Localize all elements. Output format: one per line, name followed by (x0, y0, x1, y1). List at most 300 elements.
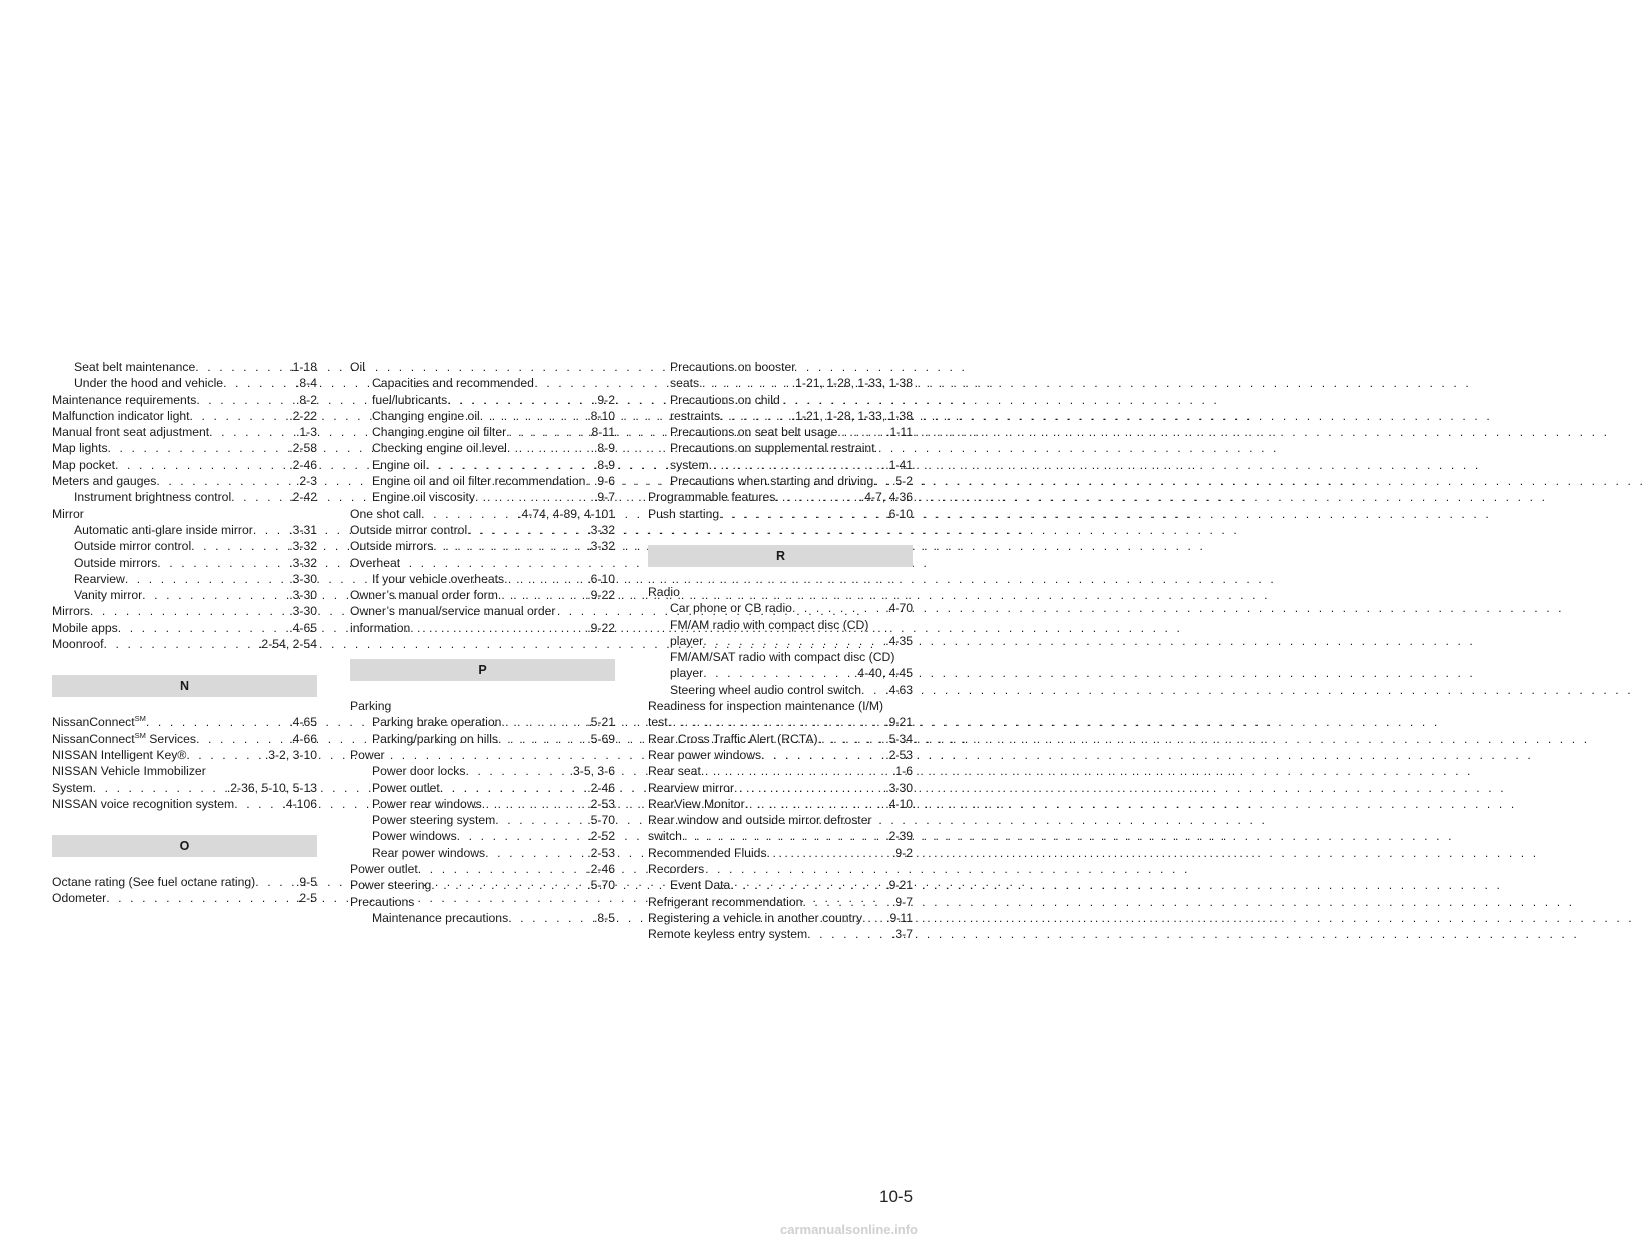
page-reference: .4-65 (289, 715, 317, 730)
page-reference: .3-32 (289, 555, 317, 570)
superscript-mark: SM (134, 730, 146, 740)
dot-leader (703, 633, 885, 649)
entry-text (52, 874, 255, 890)
entry-text (372, 571, 504, 587)
entry-text (670, 457, 709, 473)
index-entry (648, 714, 913, 730)
index-entry (648, 665, 913, 681)
entry-label: Mobile apps (52, 620, 118, 635)
dot-leader (93, 780, 227, 796)
dot-leader (719, 506, 885, 522)
page-reference: .8-2 (295, 392, 317, 407)
entry-label: system (670, 457, 709, 472)
index-heading: NISSAN Vehicle Immobilizer (52, 764, 206, 779)
entry-label: Power windows (372, 829, 457, 844)
entry-label: Automatic anti-glare inside mirror (74, 522, 253, 537)
dot-leader (501, 714, 587, 730)
page-reference: .1-21, 1-28, 1-33, 1-38 (791, 376, 913, 391)
page-reference: .5-34 (885, 731, 913, 746)
index-entry (350, 506, 615, 522)
entry-text (648, 910, 862, 926)
index-entry (648, 457, 913, 473)
entry-text (52, 473, 156, 489)
dot-leader (465, 763, 569, 779)
entry-label: NissanConnect (52, 715, 135, 730)
index-entry (350, 780, 615, 796)
entry-text (648, 796, 745, 812)
dot-leader (873, 473, 892, 489)
dot-leader (426, 457, 594, 473)
index-heading: Capacities and recommended (372, 376, 534, 391)
entry-label: Rearview (74, 571, 125, 586)
index-entry (350, 828, 615, 844)
entry-label: Vanity mirror (74, 588, 143, 603)
entry-text (52, 731, 196, 747)
page-reference: .8-4 (295, 376, 317, 391)
dot-leader (108, 440, 290, 456)
entry-label: Maintenance requirements (52, 392, 197, 407)
page-reference: .5-69 (587, 731, 615, 746)
dot-leader (792, 600, 885, 616)
dot-leader (504, 571, 587, 587)
entry-text (372, 424, 506, 440)
entry-label: Under the hood and vehicle (74, 376, 224, 391)
entry-text (74, 571, 125, 587)
entry-text (52, 636, 104, 652)
page-reference: .3-30 (885, 780, 913, 795)
entry-label: Mirrors (52, 604, 90, 619)
dot-leader (482, 796, 587, 812)
index-entry (350, 457, 615, 473)
entry-text (52, 392, 196, 408)
page-reference: .9-21 (885, 878, 913, 893)
index-entry (648, 845, 913, 861)
entry-text (372, 812, 495, 828)
page-number: 10-5 (879, 1187, 914, 1206)
index-entry (52, 392, 317, 408)
index-heading: Rear window and outside mirror defroster (648, 813, 872, 828)
entry-label: Outside mirrors (74, 555, 158, 570)
dot-leader (485, 845, 587, 861)
entry-text (52, 603, 90, 619)
entry-text (74, 587, 142, 603)
entry-label: fuel/lubricants (372, 392, 448, 407)
page-reference: .4-74, 4-89, 4-101 (518, 506, 615, 521)
dot-leader (818, 731, 886, 747)
index-entry (350, 910, 615, 926)
dot-leader (507, 440, 594, 456)
entry-text (74, 522, 253, 538)
entry-text (350, 861, 418, 877)
page-reference: .6-10 (885, 506, 913, 521)
entry-label: Parking/parking on hills (372, 731, 499, 746)
dot-leader (703, 665, 854, 681)
index-column-1 (52, 359, 317, 907)
dot-leader (447, 392, 594, 408)
page-reference: .4-63 (885, 682, 913, 697)
page-reference: .2-3 (295, 474, 317, 489)
index-entry (350, 392, 615, 408)
entry-label: test (648, 715, 668, 730)
index-entry (648, 828, 913, 844)
entry-text (52, 620, 118, 636)
entry-label: Steering wheel audio control switch (670, 682, 862, 697)
index-heading: Overheat (350, 555, 401, 570)
index-heading: Radio (648, 584, 680, 599)
index-entry (52, 424, 317, 440)
dot-leader (802, 894, 892, 910)
index-entry (52, 522, 317, 538)
entry-label: Rear seat (648, 764, 701, 779)
index-entry (52, 731, 317, 747)
index-entry (648, 796, 913, 812)
entry-text (670, 877, 730, 893)
index-entry (648, 489, 913, 505)
page-reference: .1-18 (289, 360, 317, 374)
dot-leader (418, 861, 587, 877)
section-header: R (648, 545, 913, 567)
section-header: O (52, 835, 317, 857)
entry-label: Rearview mirror (648, 780, 734, 795)
entry-label: seats (670, 376, 700, 391)
dot-leader (196, 392, 296, 408)
page-reference: .2-58 (289, 441, 317, 456)
entry-text (648, 747, 761, 763)
index-entry (350, 522, 615, 538)
page-reference: .1-3 (295, 425, 317, 440)
index-entry (350, 620, 615, 636)
dot-leader (506, 424, 588, 440)
entry-label-suffix: Services (145, 731, 197, 746)
entry-label: switch (648, 829, 682, 844)
dot-leader (195, 359, 289, 375)
dot-leader (861, 682, 885, 698)
entry-label: Map lights (52, 441, 108, 456)
dot-leader (146, 714, 289, 730)
page-reference: .6-10 (587, 571, 615, 586)
dot-leader (90, 603, 289, 619)
section-header: N (52, 675, 317, 697)
index-entry (52, 636, 317, 652)
page-reference: .5-70 (587, 813, 615, 828)
dot-leader (585, 473, 594, 489)
entry-text (52, 424, 209, 440)
index-entry (52, 747, 317, 763)
dot-leader (498, 731, 587, 747)
dot-leader (157, 555, 289, 571)
entry-label: Precautions when starting and driving (670, 474, 874, 489)
entry-text (52, 457, 115, 473)
index-entry (350, 796, 615, 812)
entry-text (372, 440, 507, 456)
dot-leader (807, 926, 892, 942)
index-entry (648, 408, 913, 424)
entry-label: NISSAN voice recognition system (52, 796, 235, 811)
dot-leader (196, 731, 289, 747)
page-reference: .9-7 (593, 490, 615, 505)
index-entry (350, 714, 615, 730)
index-entry (648, 780, 913, 796)
page-reference: .2-46 (289, 457, 317, 472)
page-reference: .4-7, 4-36 (860, 490, 913, 505)
index-entry (52, 587, 317, 603)
dot-leader (701, 763, 892, 779)
entry-label: Power steering (350, 878, 432, 893)
index-entry (648, 731, 913, 747)
entry-text (372, 845, 485, 861)
index-entry (52, 375, 317, 391)
entry-label: Programmable features (648, 490, 776, 505)
dot-leader (498, 587, 587, 603)
index-entry (648, 763, 913, 779)
entry-text (648, 506, 719, 522)
dot-leader (142, 587, 289, 603)
entry-label: Power outlet (372, 780, 440, 795)
index-entry (350, 877, 615, 893)
index-heading: Readiness for inspection maintenance (I/M) (648, 699, 884, 714)
page-reference: .4-106 (282, 796, 317, 811)
index-entry (350, 571, 615, 587)
index-entry (648, 473, 913, 489)
page-reference: .9-22 (587, 588, 615, 603)
index-entry (52, 473, 317, 489)
index-heading: Parking (350, 699, 392, 714)
superscript-mark: SM (134, 714, 146, 724)
entry-text (74, 538, 191, 554)
entry-text (372, 457, 426, 473)
entry-label: Rear power windows (648, 747, 762, 762)
page-reference: .5-21 (587, 715, 615, 730)
index-entry (52, 890, 317, 906)
entry-text (74, 555, 157, 571)
page-reference: .1-11 (886, 425, 913, 440)
page-reference: .2-53 (587, 845, 615, 860)
index-entry (52, 796, 317, 812)
entry-text (372, 489, 475, 505)
page-reference: .2-39 (885, 829, 913, 844)
dot-leader (745, 796, 886, 812)
dot-leader (186, 747, 265, 763)
entry-text (648, 714, 668, 730)
page-reference: .3-30 (289, 604, 317, 619)
dot-leader (495, 812, 587, 828)
entry-text (648, 828, 682, 844)
entry-text (670, 600, 792, 616)
page-reference: .3-7 (891, 927, 913, 942)
entry-label: Registering a vehicle in another country (648, 910, 863, 925)
dot-leader (191, 538, 289, 554)
index-heading: Recorders (648, 862, 705, 877)
entry-text (74, 489, 231, 505)
entry-label: Meters and gauges (52, 474, 157, 489)
dot-leader (253, 522, 289, 538)
entry-text (648, 894, 802, 910)
entry-label: Push starting (648, 506, 720, 521)
entry-label: Rear Cross Traffic Alert (RCTA) (648, 731, 818, 746)
index-entry (350, 587, 615, 603)
page-reference: .2-42 (289, 490, 317, 505)
index-entry (648, 910, 913, 926)
entry-label: restraints (670, 408, 721, 423)
entry-label: Moonroof (52, 637, 104, 652)
dot-leader (104, 636, 259, 652)
index-heading: Precautions on supplemental restraint (670, 441, 875, 456)
page-reference: .9-6 (593, 474, 615, 489)
entry-text (372, 408, 480, 424)
index-entry (350, 489, 615, 505)
entry-label: Maintenance precautions (372, 910, 509, 925)
dot-leader (475, 489, 594, 505)
dot-leader (410, 620, 587, 636)
index-entry (52, 780, 317, 796)
dot-leader (125, 571, 289, 587)
dot-leader (431, 877, 587, 893)
entry-text (350, 538, 433, 554)
entry-text (648, 763, 701, 779)
section-header: P (350, 659, 615, 681)
page-reference: .1-41 (885, 457, 913, 472)
entry-label: Map pocket (52, 457, 116, 472)
dot-leader (433, 538, 587, 554)
entry-text (372, 731, 498, 747)
entry-text (372, 796, 482, 812)
entry-label: Outside mirror control (350, 522, 468, 537)
dot-leader (118, 620, 290, 636)
dot-leader (837, 424, 886, 440)
dot-leader (508, 910, 594, 926)
index-entry (52, 457, 317, 473)
dot-leader (421, 506, 518, 522)
dot-leader (862, 910, 886, 926)
dot-leader (467, 522, 587, 538)
entry-text (670, 408, 720, 424)
index-column-2 (350, 359, 615, 926)
entry-label: Power rear windows (372, 796, 482, 811)
page-reference: .2-52 (587, 829, 615, 844)
page-reference: .1-21, 1-28, 1-33, 1-38 (791, 408, 913, 423)
entry-label: Engine oil (372, 457, 426, 472)
entry-text (52, 747, 186, 763)
page-reference: .3-30 (289, 588, 317, 603)
dot-leader (767, 845, 892, 861)
index-entry (52, 359, 317, 375)
entry-text (52, 408, 190, 424)
dot-leader (231, 489, 289, 505)
page-reference: .2-53 (885, 747, 913, 762)
index-entry (52, 555, 317, 571)
entry-text (350, 587, 498, 603)
index-entry (52, 571, 317, 587)
entry-label: Power outlet (350, 862, 418, 877)
page-reference: .8-5 (593, 910, 615, 925)
entry-label: Changing engine oil (372, 408, 480, 423)
entry-text (350, 522, 467, 538)
dot-leader (761, 747, 885, 763)
entry-label: If your vehicle overheats (372, 571, 505, 586)
page-reference: .3-31 (289, 522, 317, 537)
index-entry (350, 408, 615, 424)
entry-label: Power door locks (372, 764, 466, 779)
entry-label: Parking brake operation (372, 715, 502, 730)
entry-label: Changing engine oil filter (372, 425, 507, 440)
dot-leader (775, 489, 860, 505)
entry-label: Refrigerant recommendation (648, 894, 803, 909)
entry-text (372, 473, 585, 489)
page-reference: .2-22 (289, 408, 317, 423)
index-entry (52, 538, 317, 554)
index-entry (350, 538, 615, 554)
index-entry (648, 424, 913, 440)
entry-text (350, 506, 421, 522)
entry-text (372, 392, 447, 408)
entry-text (670, 665, 703, 681)
entry-label: Power steering system (372, 813, 496, 828)
page-reference: .8-9 (593, 457, 615, 472)
entry-text (350, 620, 410, 636)
page-reference: .2-54, 2-54 (258, 637, 317, 652)
entry-text (74, 375, 223, 391)
index-entry (350, 763, 615, 779)
entry-label: Remote keyless entry system (648, 927, 808, 942)
index-entry (52, 408, 317, 424)
index-heading: FM/AM radio with compact disc (CD) (670, 617, 869, 632)
index-entry (52, 874, 317, 890)
dot-leader (682, 828, 885, 844)
entry-text (52, 714, 146, 730)
entry-label: Precautions on seat belt usage (670, 425, 838, 440)
index-entry (52, 440, 317, 456)
dot-leader (480, 408, 587, 424)
page-reference: .9-2 (891, 845, 913, 860)
dot-leader (709, 457, 886, 473)
entry-text (670, 633, 703, 649)
page-reference: .4-10 (885, 796, 913, 811)
dot-leader (255, 874, 296, 890)
entry-text (670, 375, 699, 391)
entry-text (670, 473, 873, 489)
index-entry (350, 845, 615, 861)
page-reference: .3-5, 3-6 (569, 764, 615, 779)
page-reference: .4-70 (885, 601, 913, 616)
dot-leader (720, 408, 792, 424)
page-reference: .3-2, 3-10 (264, 747, 317, 762)
page-reference: .2-53 (587, 796, 615, 811)
index-heading: Precautions on booster (670, 360, 796, 374)
page-reference: .8-10 (587, 408, 615, 423)
entry-label: Manual front seat adjustment (52, 425, 210, 440)
index-heading: Oil (350, 360, 365, 374)
entry-text (670, 424, 837, 440)
entry-label: One shot call (350, 506, 422, 521)
entry-text (648, 780, 734, 796)
page-reference: .9-22 (587, 620, 615, 635)
index-entry (648, 506, 913, 522)
index-heading: Owner’s manual/service manual order (350, 604, 556, 619)
index-entry (648, 375, 913, 391)
dot-leader (223, 375, 296, 391)
entry-label: Engine oil viscosity (372, 490, 475, 505)
entry-text (52, 780, 93, 796)
dot-leader (156, 473, 296, 489)
entry-label: NissanConnect (52, 731, 135, 746)
page-reference: .4-66 (289, 731, 317, 746)
page-reference: .5-2 (891, 474, 913, 489)
entry-text (648, 926, 807, 942)
entry-text (372, 763, 465, 779)
entry-text (372, 714, 501, 730)
index-entry (648, 682, 913, 698)
page-reference: .9-5 (295, 875, 317, 890)
